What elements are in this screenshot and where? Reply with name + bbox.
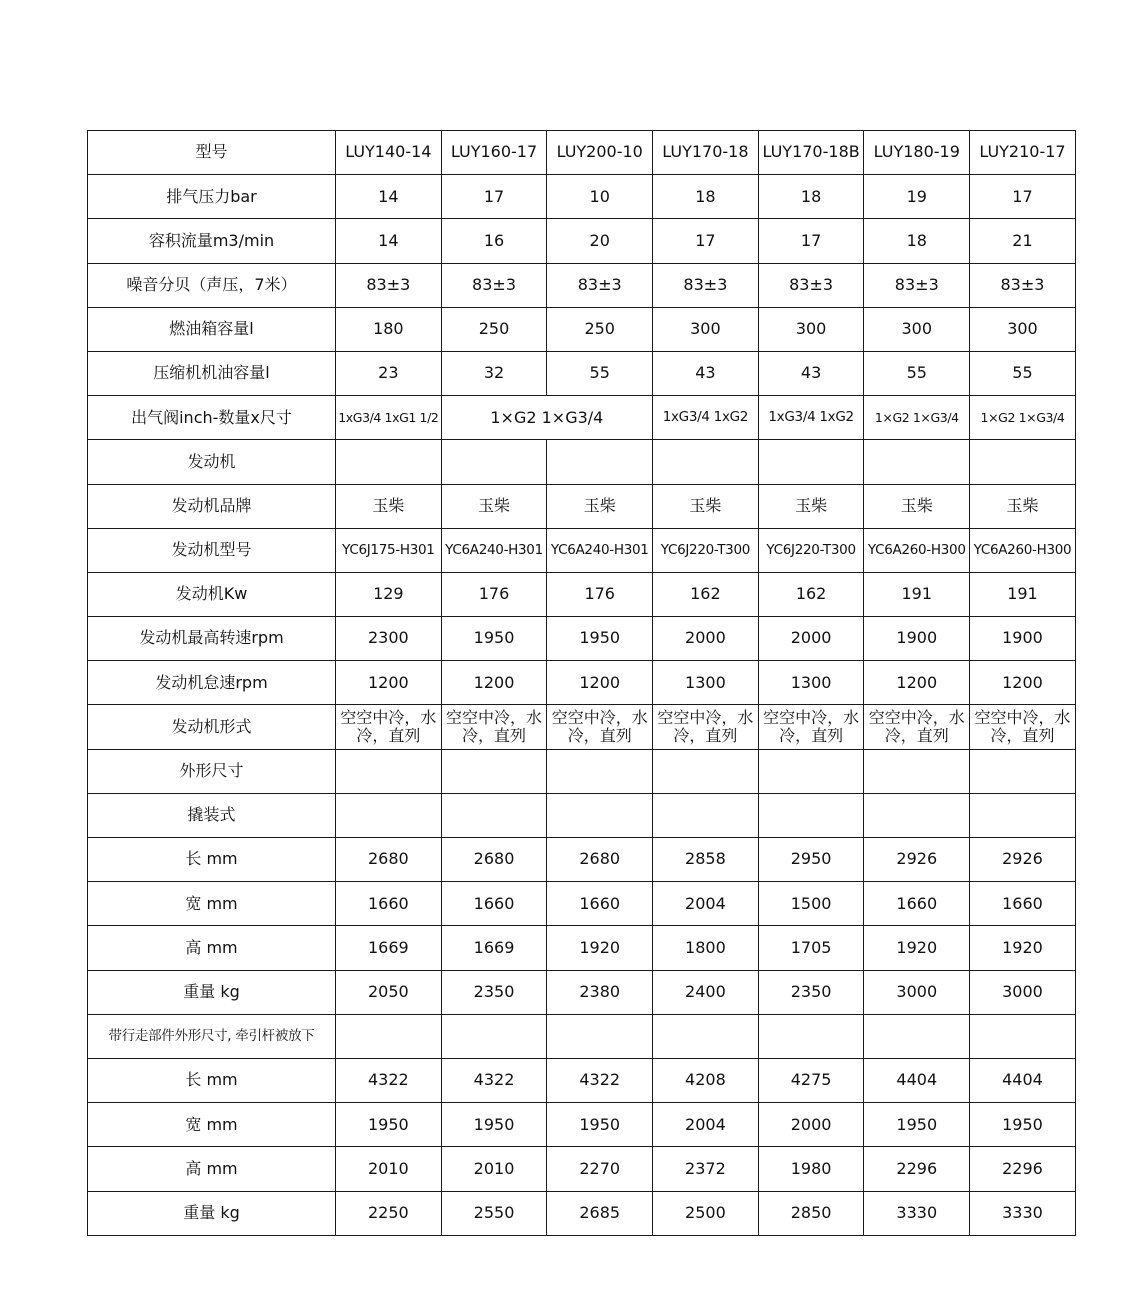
value-cell: 19 <box>864 175 970 219</box>
model-cell: LUY200-10 <box>547 131 653 175</box>
value-cell: 1200 <box>864 661 970 705</box>
value-cell: 1950 <box>547 617 653 661</box>
label-flow: 容积流量m3/min <box>88 219 336 263</box>
value-cell: 玉柴 <box>547 484 653 528</box>
value-cell: 玉柴 <box>758 484 864 528</box>
value-cell: YC6J220-T300 <box>653 528 759 572</box>
value-cell: 3000 <box>970 970 1076 1014</box>
model-cell: LUY180-19 <box>864 131 970 175</box>
value-cell: 2926 <box>970 838 1076 882</box>
value-cell-merged: 1×G2 1×G3/4 <box>441 396 652 440</box>
value-cell: 180 <box>336 307 442 351</box>
row-trailer-weight <box>88 1191 1076 1235</box>
value-cell: 4404 <box>970 1058 1076 1102</box>
value-cell: YC6A240-H301 <box>441 528 547 572</box>
row-fuel-tank <box>88 307 1076 351</box>
value-cell: 83±3 <box>864 263 970 307</box>
value-cell: 23 <box>336 351 442 395</box>
empty-cell <box>864 793 970 837</box>
value-cell: 4322 <box>441 1058 547 1102</box>
label-pressure: 排气压力bar <box>88 175 336 219</box>
value-cell: 2858 <box>653 838 759 882</box>
label-trailer-section: 带行走部件外形尺寸, 牵引杆被放下 <box>88 1014 336 1058</box>
empty-cell <box>864 440 970 484</box>
value-cell: 1660 <box>441 882 547 926</box>
row-model <box>88 131 1076 175</box>
value-cell: 2850 <box>758 1191 864 1235</box>
value-cell: 1200 <box>336 661 442 705</box>
label-height: 高 mm <box>88 926 336 970</box>
value-cell: 玉柴 <box>336 484 442 528</box>
value-cell: 300 <box>864 307 970 351</box>
value-cell: 3330 <box>864 1191 970 1235</box>
value-cell: 2680 <box>441 838 547 882</box>
label-skid-section: 撬装式 <box>88 793 336 837</box>
value-cell: 4275 <box>758 1058 864 1102</box>
value-cell: 2296 <box>864 1147 970 1191</box>
row-trailer-width <box>88 1103 1076 1147</box>
value-cell: 43 <box>758 351 864 395</box>
row-trailer-length <box>88 1058 1076 1102</box>
value-cell: 83±3 <box>441 263 547 307</box>
value-cell: 17 <box>653 219 759 263</box>
empty-cell <box>547 749 653 793</box>
value-cell: 14 <box>336 219 442 263</box>
value-cell: 2685 <box>547 1191 653 1235</box>
value-cell: 2350 <box>758 970 864 1014</box>
value-cell: 2300 <box>336 617 442 661</box>
label-height: 高 mm <box>88 1147 336 1191</box>
value-cell: 17 <box>441 175 547 219</box>
value-cell: 1200 <box>547 661 653 705</box>
value-cell: 1660 <box>336 882 442 926</box>
value-cell: 4322 <box>336 1058 442 1102</box>
empty-cell <box>547 793 653 837</box>
value-cell: 32 <box>441 351 547 395</box>
empty-cell <box>441 1014 547 1058</box>
label-length: 长 mm <box>88 838 336 882</box>
value-cell: 1×G2 1×G3/4 <box>864 396 970 440</box>
value-cell: 1300 <box>758 661 864 705</box>
label-fuel-tank: 燃油箱容量l <box>88 307 336 351</box>
value-cell: YC6A260-H300 <box>970 528 1076 572</box>
value-cell: 4404 <box>864 1058 970 1102</box>
label-oil-capacity: 压缩机机油容量l <box>88 351 336 395</box>
value-cell: 4322 <box>547 1058 653 1102</box>
empty-cell <box>653 793 759 837</box>
value-cell: 191 <box>970 572 1076 616</box>
value-cell: 14 <box>336 175 442 219</box>
value-cell: 1669 <box>336 926 442 970</box>
value-cell: 1xG3/4 1xG2 <box>758 396 864 440</box>
value-cell: 玉柴 <box>864 484 970 528</box>
value-cell: 55 <box>547 351 653 395</box>
value-cell: 空空中冷，水冷，直列 <box>441 705 547 749</box>
row-pressure <box>88 175 1076 219</box>
value-cell: 2000 <box>758 617 864 661</box>
row-flow <box>88 219 1076 263</box>
value-cell: 250 <box>441 307 547 351</box>
row-oil-capacity <box>88 351 1076 395</box>
value-cell: 129 <box>336 572 442 616</box>
empty-cell <box>336 440 442 484</box>
model-cell: LUY170-18B <box>758 131 864 175</box>
value-cell: 2680 <box>336 838 442 882</box>
value-cell: 1980 <box>758 1147 864 1191</box>
value-cell: 空空中冷，水冷，直列 <box>864 705 970 749</box>
empty-cell <box>441 440 547 484</box>
value-cell: YC6A240-H301 <box>547 528 653 572</box>
empty-cell <box>547 440 653 484</box>
label-dimensions-section: 外形尺寸 <box>88 749 336 793</box>
value-cell: 2270 <box>547 1147 653 1191</box>
value-cell: 1920 <box>864 926 970 970</box>
value-cell: 250 <box>547 307 653 351</box>
value-cell: 55 <box>970 351 1076 395</box>
model-cell: LUY140-14 <box>336 131 442 175</box>
value-cell: 2004 <box>653 1103 759 1147</box>
empty-cell <box>653 749 759 793</box>
row-dimensions-section <box>88 749 1076 793</box>
label-outlet-valve: 出气阀inch-数量x尺寸 <box>88 396 336 440</box>
model-cell: LUY160-17 <box>441 131 547 175</box>
value-cell: 2000 <box>653 617 759 661</box>
value-cell: 1920 <box>970 926 1076 970</box>
empty-cell <box>758 749 864 793</box>
value-cell: 2010 <box>336 1147 442 1191</box>
row-engine-idle-rpm <box>88 661 1076 705</box>
value-cell: 玉柴 <box>441 484 547 528</box>
value-cell: 1900 <box>864 617 970 661</box>
label-engine-model: 发动机型号 <box>88 528 336 572</box>
value-cell: 2500 <box>653 1191 759 1235</box>
row-engine-brand <box>88 484 1076 528</box>
value-cell: 18 <box>653 175 759 219</box>
value-cell: 2296 <box>970 1147 1076 1191</box>
value-cell: 191 <box>864 572 970 616</box>
empty-cell <box>864 1014 970 1058</box>
value-cell: YC6J220-T300 <box>758 528 864 572</box>
value-cell: 3000 <box>864 970 970 1014</box>
row-skid-length <box>88 838 1076 882</box>
value-cell: 1669 <box>441 926 547 970</box>
value-cell: 43 <box>653 351 759 395</box>
value-cell: 玉柴 <box>653 484 759 528</box>
row-outlet-valve <box>88 396 1076 440</box>
value-cell: 2680 <box>547 838 653 882</box>
label-length: 长 mm <box>88 1058 336 1102</box>
value-cell: 3330 <box>970 1191 1076 1235</box>
label-noise: 噪音分贝（声压，7米） <box>88 263 336 307</box>
value-cell: 2400 <box>653 970 759 1014</box>
empty-cell <box>441 793 547 837</box>
row-engine-section <box>88 440 1076 484</box>
empty-cell <box>758 1014 864 1058</box>
row-noise <box>88 263 1076 307</box>
value-cell: 1200 <box>441 661 547 705</box>
label-model: 型号 <box>88 131 336 175</box>
value-cell: 空空中冷，水冷，直列 <box>653 705 759 749</box>
empty-cell <box>336 749 442 793</box>
model-cell: LUY210-17 <box>970 131 1076 175</box>
label-weight: 重量 kg <box>88 970 336 1014</box>
value-cell: 1705 <box>758 926 864 970</box>
value-cell: 21 <box>970 219 1076 263</box>
empty-cell <box>336 793 442 837</box>
value-cell: YC6A260-H300 <box>864 528 970 572</box>
value-cell: 2250 <box>336 1191 442 1235</box>
value-cell: 2926 <box>864 838 970 882</box>
row-skid-section <box>88 793 1076 837</box>
value-cell: 2010 <box>441 1147 547 1191</box>
empty-cell <box>758 793 864 837</box>
value-cell: 17 <box>758 219 864 263</box>
value-cell: 1950 <box>336 1103 442 1147</box>
value-cell: 18 <box>758 175 864 219</box>
value-cell: 2372 <box>653 1147 759 1191</box>
value-cell: 1500 <box>758 882 864 926</box>
value-cell: 空空中冷，水冷，直列 <box>336 705 442 749</box>
value-cell: 20 <box>547 219 653 263</box>
row-trailer-height <box>88 1147 1076 1191</box>
row-skid-height <box>88 926 1076 970</box>
value-cell: 1660 <box>547 882 653 926</box>
row-engine-type <box>88 705 1076 749</box>
label-width: 宽 mm <box>88 1103 336 1147</box>
value-cell: 162 <box>758 572 864 616</box>
value-cell: 空空中冷，水冷，直列 <box>547 705 653 749</box>
label-engine-section: 发动机 <box>88 440 336 484</box>
value-cell: 83±3 <box>653 263 759 307</box>
row-skid-width <box>88 882 1076 926</box>
value-cell: 2550 <box>441 1191 547 1235</box>
empty-cell <box>970 749 1076 793</box>
value-cell: 17 <box>970 175 1076 219</box>
empty-cell <box>547 1014 653 1058</box>
value-cell: 1200 <box>970 661 1076 705</box>
value-cell: 1950 <box>864 1103 970 1147</box>
value-cell: 2350 <box>441 970 547 1014</box>
empty-cell <box>864 749 970 793</box>
value-cell: 162 <box>653 572 759 616</box>
value-cell: YC6J175-H301 <box>336 528 442 572</box>
value-cell: 55 <box>864 351 970 395</box>
label-engine-max-rpm: 发动机最高转速rpm <box>88 617 336 661</box>
value-cell: 300 <box>758 307 864 351</box>
row-skid-weight <box>88 970 1076 1014</box>
value-cell: 空空中冷，水冷，直列 <box>970 705 1076 749</box>
value-cell: 1800 <box>653 926 759 970</box>
label-engine-idle-rpm: 发动机怠速rpm <box>88 661 336 705</box>
value-cell: 1920 <box>547 926 653 970</box>
value-cell: 176 <box>441 572 547 616</box>
empty-cell <box>653 1014 759 1058</box>
value-cell: 1300 <box>653 661 759 705</box>
empty-cell <box>441 749 547 793</box>
value-cell: 1950 <box>970 1103 1076 1147</box>
empty-cell <box>336 1014 442 1058</box>
label-width: 宽 mm <box>88 882 336 926</box>
value-cell: 10 <box>547 175 653 219</box>
value-cell: 300 <box>653 307 759 351</box>
empty-cell <box>653 440 759 484</box>
empty-cell <box>970 793 1076 837</box>
value-cell: 83±3 <box>336 263 442 307</box>
value-cell: 1900 <box>970 617 1076 661</box>
value-cell: 4208 <box>653 1058 759 1102</box>
value-cell: 1xG3/4 1xG1 1/2 <box>336 396 442 440</box>
label-engine-kw: 发动机Kw <box>88 572 336 616</box>
label-engine-brand: 发动机品牌 <box>88 484 336 528</box>
value-cell: 1xG3/4 1xG2 <box>653 396 759 440</box>
row-engine-model <box>88 528 1076 572</box>
empty-cell <box>970 1014 1076 1058</box>
value-cell: 2380 <box>547 970 653 1014</box>
value-cell: 1660 <box>864 882 970 926</box>
value-cell: 2004 <box>653 882 759 926</box>
value-cell: 1950 <box>441 617 547 661</box>
value-cell: 83±3 <box>547 263 653 307</box>
label-engine-type: 发动机形式 <box>88 705 336 749</box>
row-trailer-section <box>88 1014 1076 1058</box>
value-cell: 2000 <box>758 1103 864 1147</box>
value-cell: 1950 <box>441 1103 547 1147</box>
value-cell: 玉柴 <box>970 484 1076 528</box>
value-cell: 2050 <box>336 970 442 1014</box>
row-engine-kw <box>88 572 1076 616</box>
value-cell: 1660 <box>970 882 1076 926</box>
value-cell: 1950 <box>547 1103 653 1147</box>
label-weight: 重量 kg <box>88 1191 336 1235</box>
model-cell: LUY170-18 <box>653 131 759 175</box>
value-cell: 83±3 <box>970 263 1076 307</box>
empty-cell <box>970 440 1076 484</box>
value-cell: 2950 <box>758 838 864 882</box>
spec-table <box>87 130 1076 1236</box>
row-engine-max-rpm <box>88 617 1076 661</box>
value-cell: 83±3 <box>758 263 864 307</box>
value-cell: 18 <box>864 219 970 263</box>
value-cell: 1×G2 1×G3/4 <box>970 396 1076 440</box>
empty-cell <box>758 440 864 484</box>
value-cell: 空空中冷，水冷，直列 <box>758 705 864 749</box>
value-cell: 16 <box>441 219 547 263</box>
value-cell: 176 <box>547 572 653 616</box>
value-cell: 300 <box>970 307 1076 351</box>
